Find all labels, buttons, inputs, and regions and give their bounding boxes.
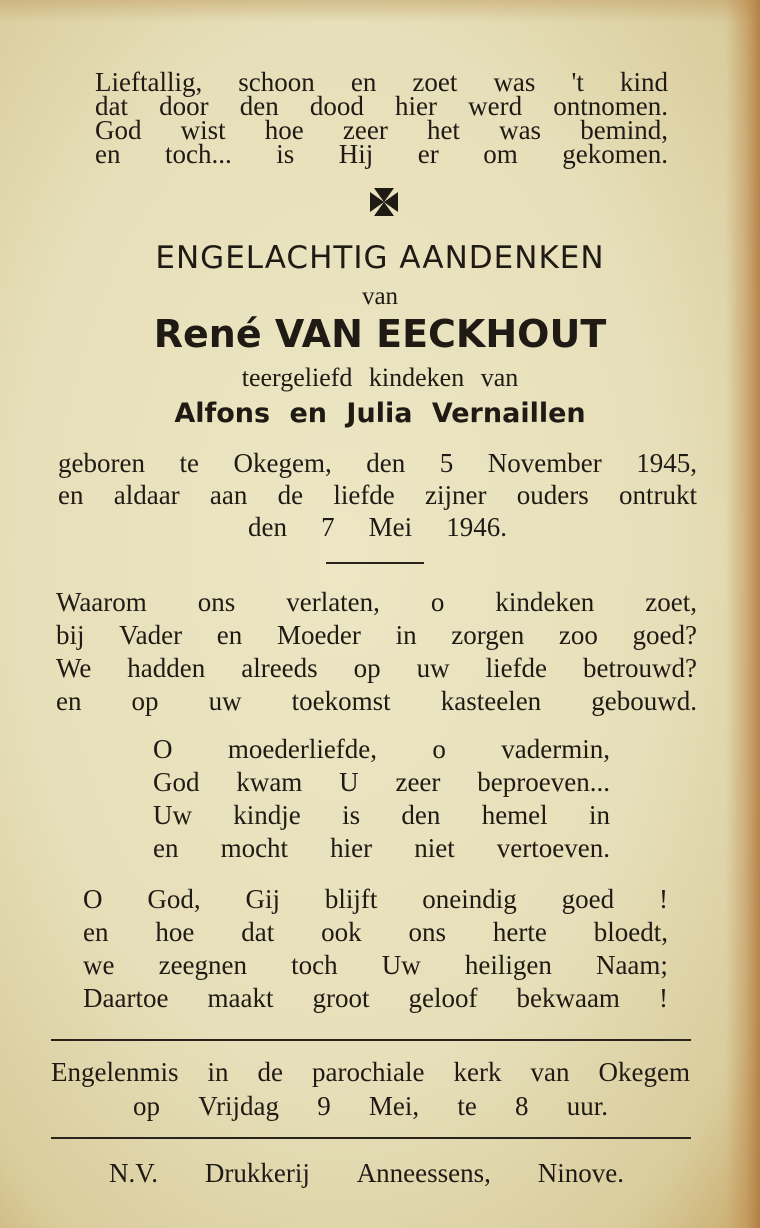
word: God: [95, 115, 142, 145]
text-line: [153, 832, 610, 864]
word: groot: [312, 983, 370, 1013]
relation-line: teergeliefd kindeken van: [241, 363, 519, 392]
word: maakt: [207, 983, 274, 1013]
title: ENGELACHTIG AANDENKEN: [155, 240, 605, 276]
word: aan: [209, 480, 248, 510]
word: kwam: [236, 767, 303, 797]
word: God,: [147, 884, 201, 914]
word: en: [58, 480, 84, 510]
word: Drukkerij: [204, 1158, 310, 1188]
word: geloof: [408, 983, 478, 1013]
parents-names: Alfons en Julia Vernaillen: [174, 398, 586, 429]
word: Vrijdag: [198, 1091, 280, 1121]
text-line: [83, 949, 668, 981]
word: den: [239, 91, 279, 121]
text-line: [56, 586, 697, 618]
word: was: [499, 115, 542, 145]
word: zorgen: [451, 620, 525, 650]
word: ook: [321, 917, 362, 947]
word: 1945,: [636, 448, 697, 478]
word: bekwaam: [516, 983, 620, 1013]
word: Hij: [338, 139, 374, 169]
text-line: [83, 883, 668, 915]
text-line: [83, 916, 668, 948]
word: U: [339, 767, 359, 797]
word: hier: [330, 833, 373, 863]
word: zoo: [558, 620, 598, 650]
word: geboren: [58, 448, 145, 478]
word: vadermin,: [501, 734, 610, 764]
word: Daartoe: [83, 983, 169, 1013]
word: aldaar: [113, 480, 180, 510]
word: verlaten,: [286, 587, 380, 617]
text-line: [153, 766, 610, 798]
divider-short: [326, 562, 424, 564]
word: het: [426, 115, 460, 145]
word: God: [153, 767, 200, 797]
word: liefde: [485, 653, 548, 683]
word: O: [153, 734, 173, 764]
word: van: [530, 1057, 570, 1087]
divider-bottom-mass: [51, 1137, 691, 1139]
cross-pattee-icon: [368, 186, 400, 218]
word: moederliefde,: [227, 734, 378, 764]
text-line: [153, 799, 610, 831]
van-label: van: [361, 283, 399, 310]
word: op: [133, 1091, 160, 1121]
text-line: [95, 138, 668, 170]
word: zeer: [395, 767, 441, 797]
word: liefde: [333, 480, 395, 510]
word: Okegem: [598, 1057, 690, 1087]
word: er: [417, 139, 439, 169]
word: 1946.: [446, 512, 507, 542]
word: 5: [439, 448, 454, 478]
word: en: [56, 686, 82, 716]
word: beproeven...: [477, 767, 610, 797]
word: en: [83, 917, 109, 947]
word: we: [83, 950, 115, 980]
word: hemel: [481, 800, 548, 830]
word: N.V.: [109, 1158, 159, 1188]
word: zeegnen: [158, 950, 248, 980]
word: toekomst: [291, 686, 391, 716]
word: in: [207, 1057, 229, 1087]
word: goed?: [632, 620, 697, 650]
text-line: [133, 1090, 608, 1122]
word: ons: [197, 587, 236, 617]
text-line: [248, 511, 507, 543]
word: in: [395, 620, 417, 650]
word: uur.: [566, 1091, 608, 1121]
word: toch: [291, 950, 338, 980]
word: de: [277, 480, 304, 510]
word: mocht: [220, 833, 289, 863]
word: den: [401, 800, 441, 830]
word: uw: [416, 653, 450, 683]
word: kerk: [453, 1057, 502, 1087]
word: O: [83, 884, 103, 914]
word: vertoeven.: [496, 833, 610, 863]
word: We: [56, 653, 92, 683]
word: 8: [515, 1091, 529, 1121]
word: zoet,: [645, 587, 697, 617]
paper-stain-right: [726, 0, 760, 1228]
word: zeer: [342, 115, 388, 145]
word: door: [159, 91, 209, 121]
word: Okegem,: [233, 448, 332, 478]
word: en: [216, 620, 243, 650]
text-line: [56, 652, 697, 684]
word: 7: [321, 512, 335, 542]
text-line: [153, 733, 610, 765]
word: ouders: [516, 480, 589, 510]
word: om: [483, 139, 518, 169]
word: Mei,: [368, 1091, 420, 1121]
divider-top-mass: [51, 1039, 691, 1041]
word: November: [487, 448, 602, 478]
word: in: [588, 800, 610, 830]
word: alreeds: [241, 653, 318, 683]
deceased-name: René VAN EECKHOUT: [153, 312, 607, 356]
word: 't: [571, 67, 584, 97]
word: kasteelen: [440, 686, 542, 716]
word: !: [659, 884, 668, 914]
paper-stain-top: [0, 0, 760, 22]
word: kindje: [233, 800, 301, 830]
word: bij: [56, 620, 85, 650]
word: hadden: [127, 653, 206, 683]
word: uw: [208, 686, 242, 716]
word: Mei: [368, 512, 413, 542]
word: te: [457, 1091, 477, 1121]
word: den: [366, 448, 406, 478]
text-line: [109, 1157, 624, 1189]
word: toch...: [164, 139, 232, 169]
word: betrouwd?: [583, 653, 697, 683]
word: ontnomen.: [553, 91, 668, 121]
text-line: [56, 685, 697, 717]
word: Ninove.: [537, 1158, 624, 1188]
word: te: [179, 448, 199, 478]
word: Uw: [381, 950, 421, 980]
word: schoon: [238, 67, 315, 97]
word: Naam;: [595, 950, 668, 980]
word: den: [248, 512, 287, 542]
word: parochiale: [312, 1057, 425, 1087]
text-line: [58, 479, 697, 511]
word: gekomen.: [562, 139, 668, 169]
word: Moeder: [276, 620, 361, 650]
word: 9: [317, 1091, 331, 1121]
word: is: [276, 139, 295, 169]
word: de: [257, 1057, 284, 1087]
word: bloedt,: [593, 917, 668, 947]
word: ontrukt: [618, 480, 697, 510]
word: kindeken: [495, 587, 595, 617]
text-line: [56, 619, 697, 651]
word: oneindig: [422, 884, 517, 914]
word: is: [342, 800, 361, 830]
text-line: [51, 1056, 690, 1088]
word: hoe: [155, 917, 195, 947]
word: kind: [619, 67, 668, 97]
word: gebouwd.: [591, 686, 697, 716]
word: op: [131, 686, 159, 716]
word: dat: [241, 917, 275, 947]
word: en: [153, 833, 179, 863]
word: niet: [414, 833, 455, 863]
word: Vader: [119, 620, 183, 650]
word: zoet: [412, 67, 458, 97]
word: Engelenmis: [51, 1057, 179, 1087]
word: op: [353, 653, 381, 683]
word: zijner: [425, 480, 487, 510]
word: Gij: [245, 884, 281, 914]
text-line: [58, 447, 697, 479]
word: o: [432, 734, 446, 764]
word: heiligen: [464, 950, 552, 980]
word: Lieftallig,: [95, 67, 203, 97]
word: bemind,: [580, 115, 668, 145]
word: dat: [95, 91, 128, 121]
word: !: [658, 983, 668, 1013]
word: wist: [180, 115, 226, 145]
word: Anneessens,: [356, 1158, 491, 1188]
word: en: [350, 67, 377, 97]
text-line: [83, 982, 668, 1014]
word: werd: [468, 91, 523, 121]
word: herte: [492, 917, 547, 947]
word: goed: [561, 884, 615, 914]
word: hoe: [264, 115, 304, 145]
word: Waarom: [56, 587, 147, 617]
word: blijft: [324, 884, 378, 914]
word: dood: [309, 91, 364, 121]
word: Uw: [153, 800, 192, 830]
word: was: [493, 67, 536, 97]
word: hier: [394, 91, 437, 121]
word: o: [430, 587, 445, 617]
word: en: [95, 139, 121, 169]
word: ons: [408, 917, 446, 947]
